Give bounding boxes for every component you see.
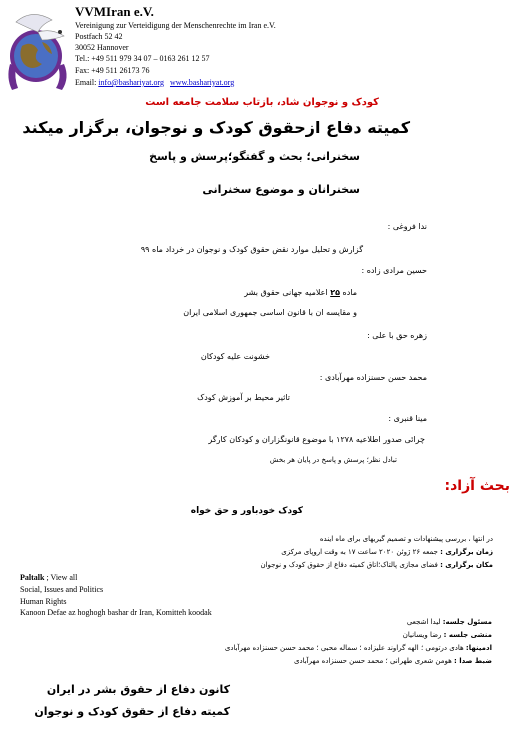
staff-label: مسئول جلسه: (442, 618, 492, 626)
exchange-note: تبادل نظر؛ پرسش و پاسخ در پایان هر بخش (269, 456, 397, 464)
speaker-topic: خشونت علیه کودکان (200, 352, 270, 361)
staff-line (225, 644, 492, 652)
speaker-name: ندا فروغی : (387, 222, 427, 231)
topic-text: اعلامیه جهانی حقوق بشر (244, 288, 331, 297)
address-line-1: Vereinigung zur Verteidigung der Menschenrechte im Iran e.V. (75, 21, 276, 30)
fax-line: Fax: +49 511 26173 76 (75, 66, 150, 75)
staff-value: هومن شعری طهرانی ؛ محمد حسن حسنزاده مهرآبادی (293, 657, 454, 665)
speaker-name: مینا قنبری : (388, 414, 427, 423)
article-number: ۲۵ (330, 288, 340, 297)
event-time (281, 548, 493, 556)
place-value: فضای مجازی پالتاک؛اتاق کمیته دفاع از حقوق کودک و نوجوان (260, 561, 441, 569)
staff-line (294, 657, 492, 665)
phone-line: Tel.: +49 511 979 34 07 – 0163 261 12 57 (75, 54, 210, 63)
organization-name: VVMIran e.V. (75, 4, 154, 19)
speaker-topic: چرائی صدور اطلاعیه ۱۲۷۸ با موضوع قانونگزاران و کودکان کارگر (208, 435, 425, 444)
speaker-topic: گزارش و تحلیل موارد نقض حقوق کودک و نوجوان در خرداد ماه ۹۹ (140, 245, 363, 254)
address-line-2: Postfach 52 42 (75, 32, 123, 41)
speaker-topic-line-2: و مقایسه ان با قانون اساسی جمهوری اسلامی ایران (183, 308, 357, 317)
open-discussion-topic: کودک خودباور و حق خواه (190, 506, 303, 516)
email-link[interactable]: info@bashariyat.org (98, 78, 164, 87)
staff-line (403, 631, 492, 639)
staff-value: لیدا اشجعی (406, 618, 443, 626)
staff-value: هادی درتومی ؛ الهه گراوند علیزاده ؛ سماله محبی ؛ محمد حسن حسنزاده مهرآبادی (224, 644, 466, 652)
staff-value: رضا ویسانیان (402, 631, 444, 639)
topic-text: ماده (339, 288, 357, 297)
paltalk-line-1 (20, 573, 77, 583)
paltalk-line-2: Social, Issues and Politics (20, 585, 104, 594)
place-label: مکان برگزاری : (440, 561, 493, 569)
slogan: کودک و نوجوان شاد، بازتاب سلامت جامعه است (145, 97, 379, 108)
speaker-name: حسین مرادی زاده : (361, 266, 427, 275)
contact-line (75, 78, 234, 88)
staff-line (407, 618, 492, 626)
subtitle: سخنرانی؛ بحث و گفتگو؛پرسش و پاسخ (149, 150, 360, 163)
speaker-topic (244, 288, 357, 297)
event-place (260, 561, 493, 569)
main-title: کمیته دفاع ازحقوق کودک و نوجوان، برگزار میکند (22, 118, 410, 137)
paltalk-label: Paltalk (20, 573, 45, 582)
paltalk-line-4: Kanoon Defae az hoghogh bashar dr Iran, Komitteh koodak (20, 608, 212, 617)
final-note: در انتها ، بررسی پیشنهادات و تصمیم گیریهای برای ماه اینده (319, 535, 493, 543)
time-value: جمعه ۲۶ ژوئن ۲۰۲۰ ساعت ۱۷ به وقت اروپای مرکزی (281, 548, 441, 556)
speaker-name: زهره حق با علی : (367, 331, 427, 340)
open-discussion-heading: بحث آزاد: (444, 478, 510, 494)
staff-label: ضبط صدا : (454, 657, 492, 665)
footer-line-2: کمیته دفاع از حقوق کودک و نوجوان (34, 705, 230, 718)
speaker-name: محمد حسن حسنزاده مهرآبادی : (319, 373, 427, 382)
time-label: زمان برگزاری : (440, 548, 493, 556)
speakers-heading: سخنرانان و موضوع سخنرانی (202, 183, 360, 196)
organization-logo (2, 2, 74, 94)
footer-line-1: کانون دفاع از حقوق بشر در ایران (46, 683, 230, 696)
website-link[interactable]: www.bashariyat.org (169, 78, 235, 87)
paltalk-view-all: ; View all (44, 573, 78, 582)
address-line-3: 30052 Hannover (75, 43, 129, 52)
email-label: Email: (75, 78, 97, 87)
speaker-topic: تاثیر محیط بر آموزش کودک (197, 393, 290, 402)
paltalk-line-3: Human Rights (20, 597, 67, 606)
staff-label: ادمینها: (465, 644, 492, 652)
staff-label: منشی جلسه : (443, 631, 492, 639)
